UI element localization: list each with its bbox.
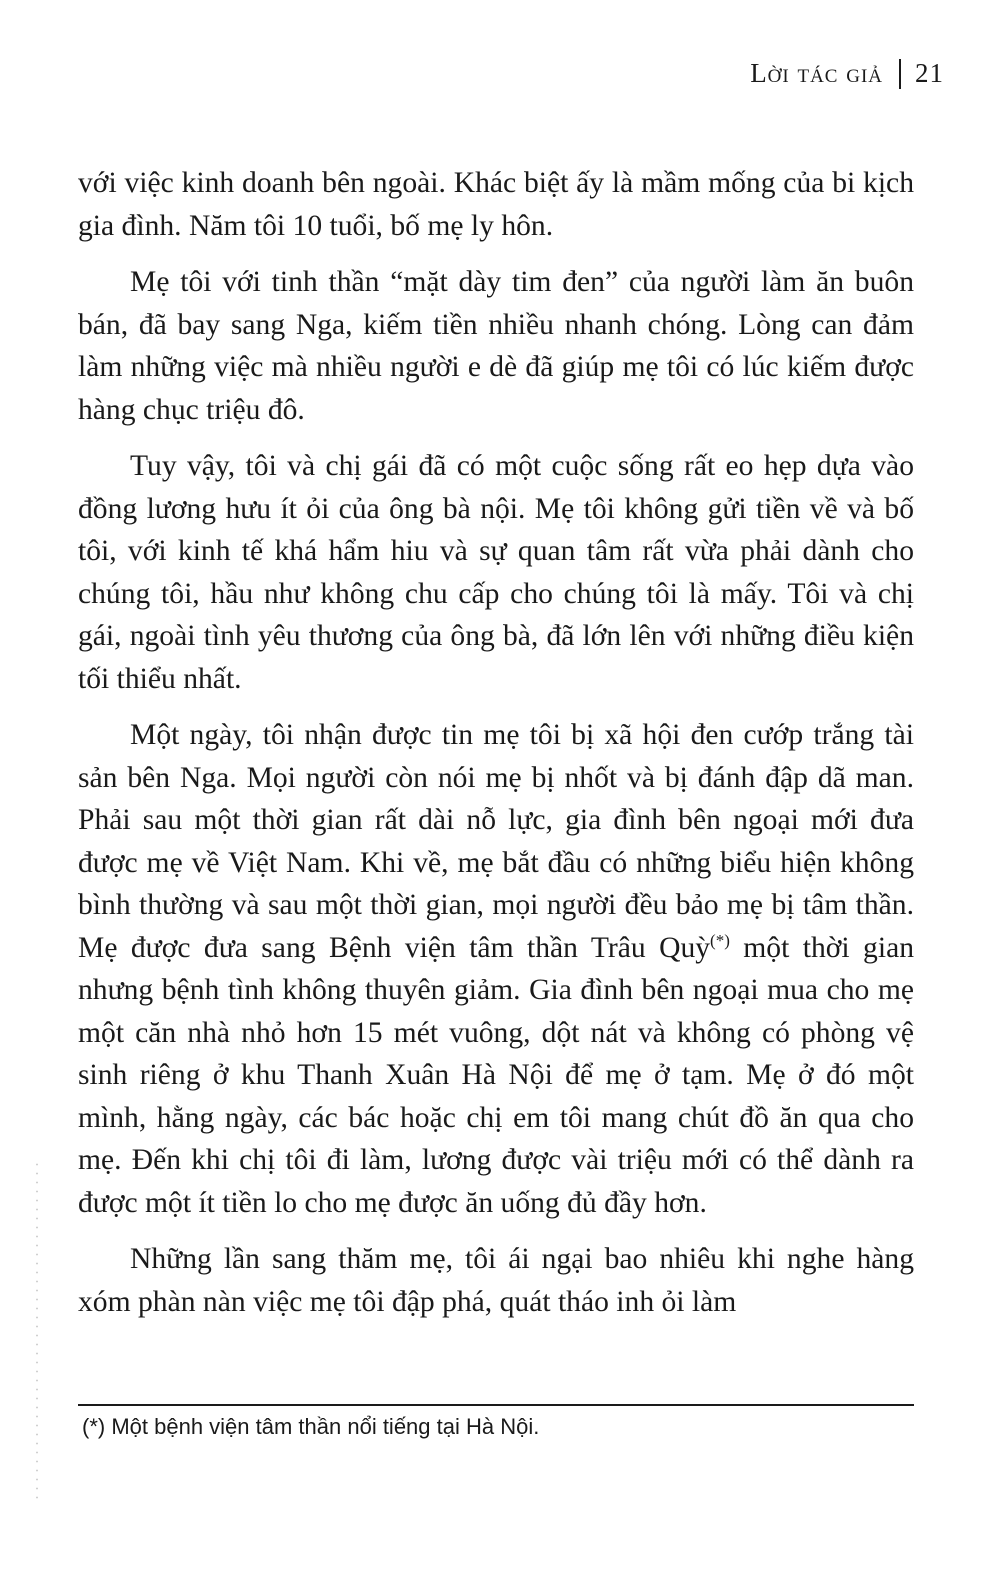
footnote-divider (78, 1404, 914, 1406)
paragraph: Tuy vậy, tôi và chị gái đã có một cuộc sống rất eo hẹp dựa vào đồng lương hưu ít ỏi của ông bà nội. Mẹ tôi không gửi tiền về và bố tôi, với kinh tế khá hẩm hiu và sự quan tâm rất vừa phải dành cho chúng tôi, hầu như không chu cấp cho chúng tôi là mấy. Tôi và chị gái, ngoài tình yêu thương của ông bà, đã lớn lên với những điều kiện tối thiểu nhất. (78, 450, 914, 695)
footnote-reference: (*) (710, 930, 730, 950)
body-text (78, 162, 914, 1337)
page-number: 21 (915, 58, 944, 88)
page-edge-artifact (36, 1160, 38, 1500)
paragraph-text: Một ngày, tôi nhận được tin mẹ tôi bị xã hội đen cướp trắng tài sản bên Nga. Mọi người còn nói mẹ bị nhốt và bị đánh đập dã man. Phải sau một thời gian rất dài nỗ lực, gia đình bên ngoại mới đưa được mẹ về Việt Nam. Khi về, mẹ bắt đầu có những biểu hiện không bình thường và sau một thời gian, mọi người đều bảo mẹ bị tâm thần. Mẹ được đưa sang Bệnh viện tâm thần Trâu Quỳ (78, 719, 914, 964)
paragraph: Mẹ tôi với tinh thần “mặt dày tim đen” của người làm ăn buôn bán, đã bay sang Nga, kiếm tiền nhiều nhanh chóng. Lòng can đảm làm những việc mà nhiều người e dè đã giúp mẹ tôi có lúc kiếm được hàng chục triệu đô. (78, 266, 914, 426)
header-separator (899, 59, 901, 89)
paragraph (78, 714, 914, 1224)
paragraph: Những lần sang thăm mẹ, tôi ái ngại bao nhiêu khi nghe hàng xóm phàn nàn việc mẹ tôi đập phá, quát tháo inh ỏi làm (78, 1243, 914, 1318)
paragraph-text: một thời gian nhưng bệnh tình không thuyên giảm. Gia đình bên ngoại mua cho mẹ một căn nhà nhỏ hơn 15 mét vuông, dột nát và không có phòng vệ sinh riêng ở khu Thanh Xuân Hà Nội để mẹ ở tạm. Mẹ ở đó một mình, hằng ngày, các bác hoặc chị em tôi mang chút đồ ăn qua cho mẹ. Đến khi chị tôi đi làm, lương được vài triệu mới có thể dành ra được một ít tiền lo cho mẹ được ăn uống đủ đầy hơn. (78, 931, 915, 1219)
paragraph: với việc kinh doanh bên ngoài. Khác biệt ấy là mầm mống của bi kịch gia đình. Năm tôi 10 tuổi, bố mẹ ly hôn. (78, 167, 914, 242)
running-header (750, 58, 944, 89)
chapter-title: Lời tác giả (750, 58, 883, 88)
footnote: (*) Một bệnh viện tâm thần nổi tiếng tại Hà Nội. (82, 1414, 540, 1439)
